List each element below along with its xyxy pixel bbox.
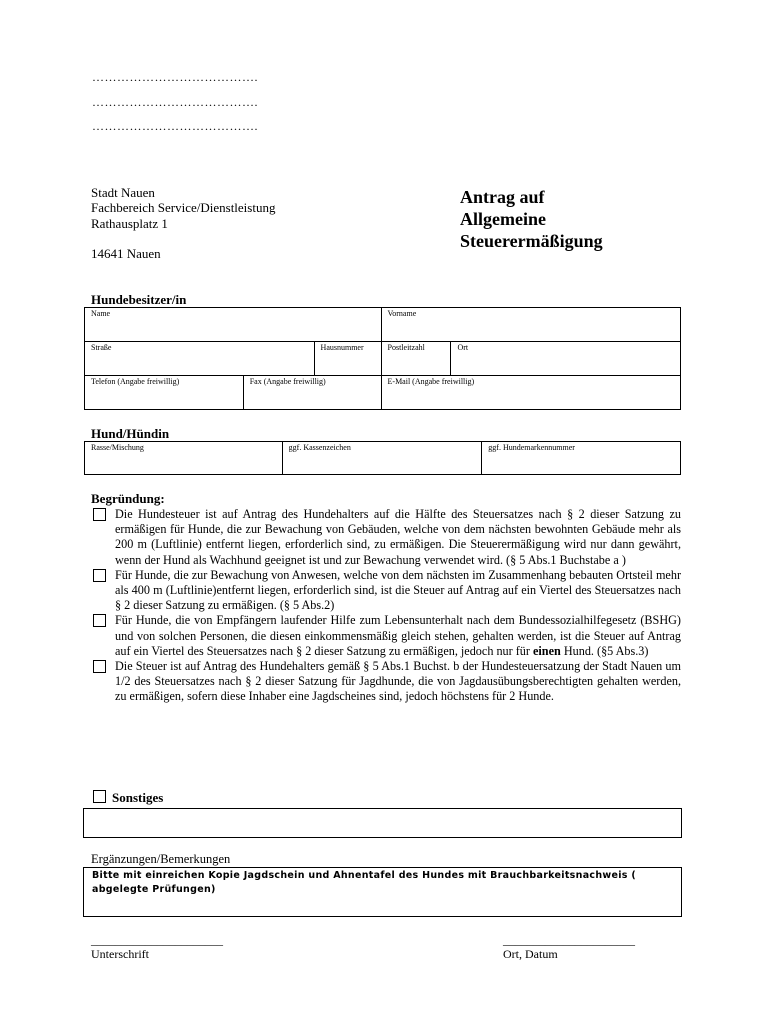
strasse-label: Straße [91, 343, 112, 352]
bemerkungen-text: Bitte mit einreichen Kopie Jagdschein und Ahnentafel des Hundes mit Brauchbarkeitsnachweis ( abgelegte Prüfungen) [92, 870, 636, 895]
title-line-3: Steuerermäßigung [460, 231, 603, 251]
signature-line-left: ______________________ [91, 933, 223, 947]
sonstiges-label: Sonstiges [112, 790, 164, 805]
sonstiges-field[interactable] [83, 808, 682, 838]
title-line-2: Allgemeine [460, 209, 546, 229]
ort-field[interactable] [451, 342, 681, 376]
address-line-4: 14641 Nauen [91, 246, 161, 261]
telefon-field[interactable] [85, 376, 244, 410]
reason-item-4 [91, 659, 681, 705]
plz-label: Postleitzahl [387, 343, 425, 352]
reason-checkbox-4[interactable] [93, 660, 106, 673]
reason-checkbox-1[interactable] [93, 508, 106, 521]
title-line-1: Antrag auf [460, 187, 545, 207]
bemerkungen-field[interactable] [83, 867, 682, 917]
reason-item-3 [91, 613, 681, 659]
hausnummer-label: Hausnummer [320, 343, 364, 352]
dotted-line-2: …………………………………. [92, 95, 258, 109]
reason-checkbox-3[interactable] [93, 614, 106, 627]
plz-field[interactable] [381, 342, 451, 376]
ort-label: Ort [457, 343, 469, 352]
bemerkungen-label: Ergänzungen/Bemerkungen [91, 852, 231, 866]
dotted-line-1: …………………………………. [92, 70, 258, 84]
kassenzeichen-field[interactable] [282, 442, 482, 475]
signature-label: Unterschrift [91, 947, 149, 961]
email-field[interactable] [381, 376, 680, 410]
reason-heading: Begründung: [91, 491, 165, 506]
address-line-3: Rathausplatz 1 [91, 216, 168, 231]
hundemarke-field[interactable] [482, 442, 681, 475]
dotted-line-3: …………………………………. [92, 119, 258, 133]
hausnummer-field[interactable] [314, 342, 381, 376]
reason-text-1: Die Hundesteuer ist auf Antrag des Hundehalters auf die Hälfte des Steuersatzes nach § 2 dieser Satzung zu ermäßigen für Hunde, die zur Bewachung von Gebäuden, welche von dem nächsten bewohnten Gebäude mehr als 200 m (Luftlinie) entfernt liegen, erforderlich sind, zu ermäßigen. Die Steuerermäßigung wird nur dann gewährt, wenn der Hund als Wachhund geeignet ist und zur Bewachung verwendet wird. (§ 5 Abs.1 Buchstabe a ) [115, 507, 681, 567]
reason-text-4: Die Steuer ist auf Antrag des Hundehalters gemäß § 5 Abs.1 Buchst. b der Hundesteuersatzung der Stadt Nauen um 1/2 des Steuersatzes nach § 2 dieser Satzung für Jagdhunde, die von Jagdausübungsberechtigten gehalten werden, zu ermäßigen, sofern diese Inhaber eine Jagdscheines sind, jedoch höchstens für 2 Hunde. [115, 659, 681, 704]
reason-list [91, 507, 681, 705]
reason-text-3-tail: Hund. (§5 Abs.3) [563, 643, 649, 658]
reason-text-2: Für Hunde, die zur Bewachung von Anwesen, welche von dem nächsten im Zusammenhang bebauten Ortsteil mehr als 400 m (Luftlinie)entfernt liegen, erforderlich sind, ist die Steuer auf Antrag auf ein Viertel des Steuersatzes nach § 2 dieser Satzung zu ermäßigen. (§ 5 Abs.2) [115, 567, 681, 613]
name-field[interactable] [85, 308, 382, 342]
place-date-label: Ort, Datum [503, 947, 558, 961]
owner-table [84, 307, 681, 410]
address-line-2: Fachbereich Service/Dienstleistung [91, 200, 276, 215]
reason-item-2 [91, 568, 681, 614]
rasse-field[interactable] [85, 442, 283, 475]
address-line-1: Stadt Nauen [91, 185, 155, 200]
signature-line-right: ______________________ [503, 933, 635, 947]
dog-heading: Hund/Hündin [91, 426, 170, 441]
telefon-label: Telefon (Angabe freiwillig) [91, 377, 180, 386]
strasse-field[interactable] [85, 342, 315, 376]
sonstiges-checkbox[interactable] [93, 790, 106, 803]
email-label: E-Mail (Angabe freiwillig) [387, 377, 475, 386]
owner-heading: Hundebesitzer/in [91, 292, 187, 307]
dog-table [84, 441, 681, 475]
reason-checkbox-2[interactable] [93, 569, 106, 582]
hundemarke-label: ggf. Hundemarkennummer [488, 443, 575, 452]
document-title [460, 186, 603, 252]
kassenzeichen-label: ggf. Kassenzeichen [288, 443, 351, 452]
vorname-field[interactable] [381, 308, 680, 342]
reason-text-3-emphasis: einen [533, 643, 561, 658]
reason-text-3: Für Hunde, die von Empfängern laufender Hilfe zum Lebensunterhalt nach dem Bundessozialhilfegesetz (BSHG) und von solchen Personen, die diesen einkommensmäßig gleich stehen, gehalten werden, ist die Steuer auf Antrag auf ein Viertel des Steuersatzes nach § 2 dieser Satzung zu ermäßigen, jedoch nur für [115, 613, 681, 658]
vorname-label: Vorname [387, 309, 417, 318]
fax-label: Fax (Angabe freiwillig) [249, 377, 326, 386]
name-label: Name [91, 309, 111, 318]
rasse-label: Rasse/Mischung [91, 443, 144, 452]
reason-item-1 [91, 507, 681, 568]
fax-field[interactable] [243, 376, 381, 410]
